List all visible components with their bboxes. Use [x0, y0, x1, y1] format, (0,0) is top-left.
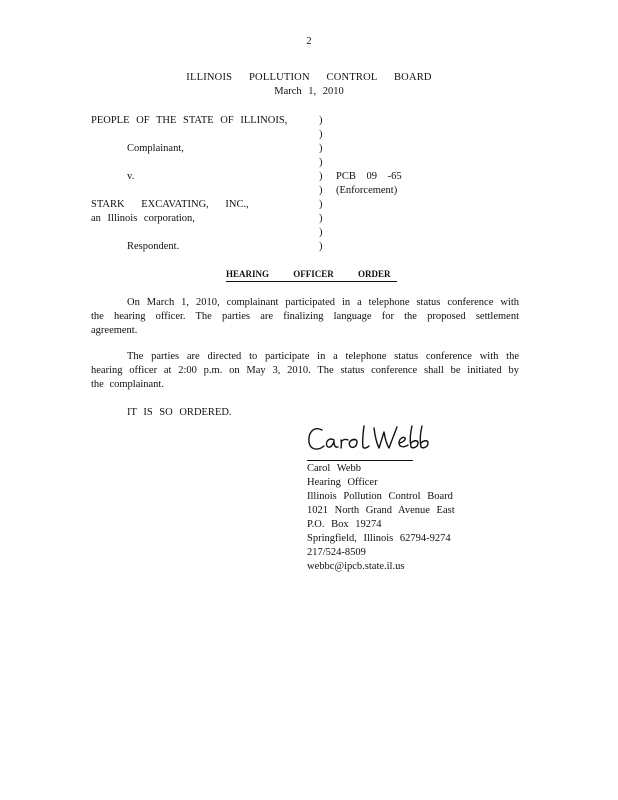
- signer-email: webbc@ipcb.state.il.us: [307, 561, 405, 572]
- paren: ): [319, 115, 323, 126]
- so-ordered: IT IS SO ORDERED.: [127, 407, 232, 418]
- paragraph-2-text: The parties are directed to participate in a telephone status conference with the hearing officer at 2:00 p.m. on May 3, 2010. The status conference shall be initiated by the complainant.: [91, 351, 519, 390]
- plaintiff-name: PEOPLE OF THE STATE OF ILLINOIS,: [91, 115, 288, 126]
- case-number: PCB 09 -65: [336, 171, 402, 182]
- page-number: 2: [306, 36, 312, 47]
- paren: ): [319, 185, 323, 196]
- paragraph-2: [91, 350, 519, 392]
- paren: ): [319, 199, 323, 210]
- paren: ): [319, 241, 323, 252]
- signer-name: Carol Webb: [307, 463, 361, 474]
- paragraph-1-text: On March 1, 2010, complainant participated in a telephone status conference with the hearing officer. The parties are finalizing language for the proposed settlement agreement.: [91, 297, 519, 336]
- case-type: (Enforcement): [336, 185, 398, 196]
- paren: ): [319, 157, 323, 168]
- defendant-description: an Illinois corporation,: [91, 213, 195, 224]
- signature-block: [307, 462, 455, 574]
- paren: ): [319, 213, 323, 224]
- signer-phone: 217/524-8509: [307, 547, 366, 558]
- signature-image: [304, 418, 436, 458]
- caption-parentheses: [319, 114, 323, 254]
- paren: ): [319, 171, 323, 182]
- versus: v.: [127, 171, 135, 182]
- order-date: March 1, 2010: [274, 86, 344, 97]
- defendant-name: STARK EXCAVATING, INC.,: [91, 199, 249, 210]
- paren: ): [319, 129, 323, 140]
- signer-street: 1021 North Grand Avenue East: [307, 505, 455, 516]
- signature-line: [307, 460, 413, 461]
- paren: ): [319, 227, 323, 238]
- signer-title: Hearing Officer: [307, 477, 378, 488]
- paren: ): [319, 143, 323, 154]
- signer-po-box: P.O. Box 19274: [307, 519, 382, 530]
- order-title: HEARING OFFICER ORDER: [226, 268, 397, 282]
- plaintiff-role: Complainant,: [127, 143, 184, 154]
- signer-city: Springfield, Illinois 62794-9274: [307, 533, 451, 544]
- signer-agency: Illinois Pollution Control Board: [307, 491, 453, 502]
- paragraph-1: [91, 296, 519, 338]
- board-name: ILLINOIS POLLUTION CONTROL BOARD: [186, 72, 432, 83]
- defendant-role: Respondent.: [127, 241, 180, 252]
